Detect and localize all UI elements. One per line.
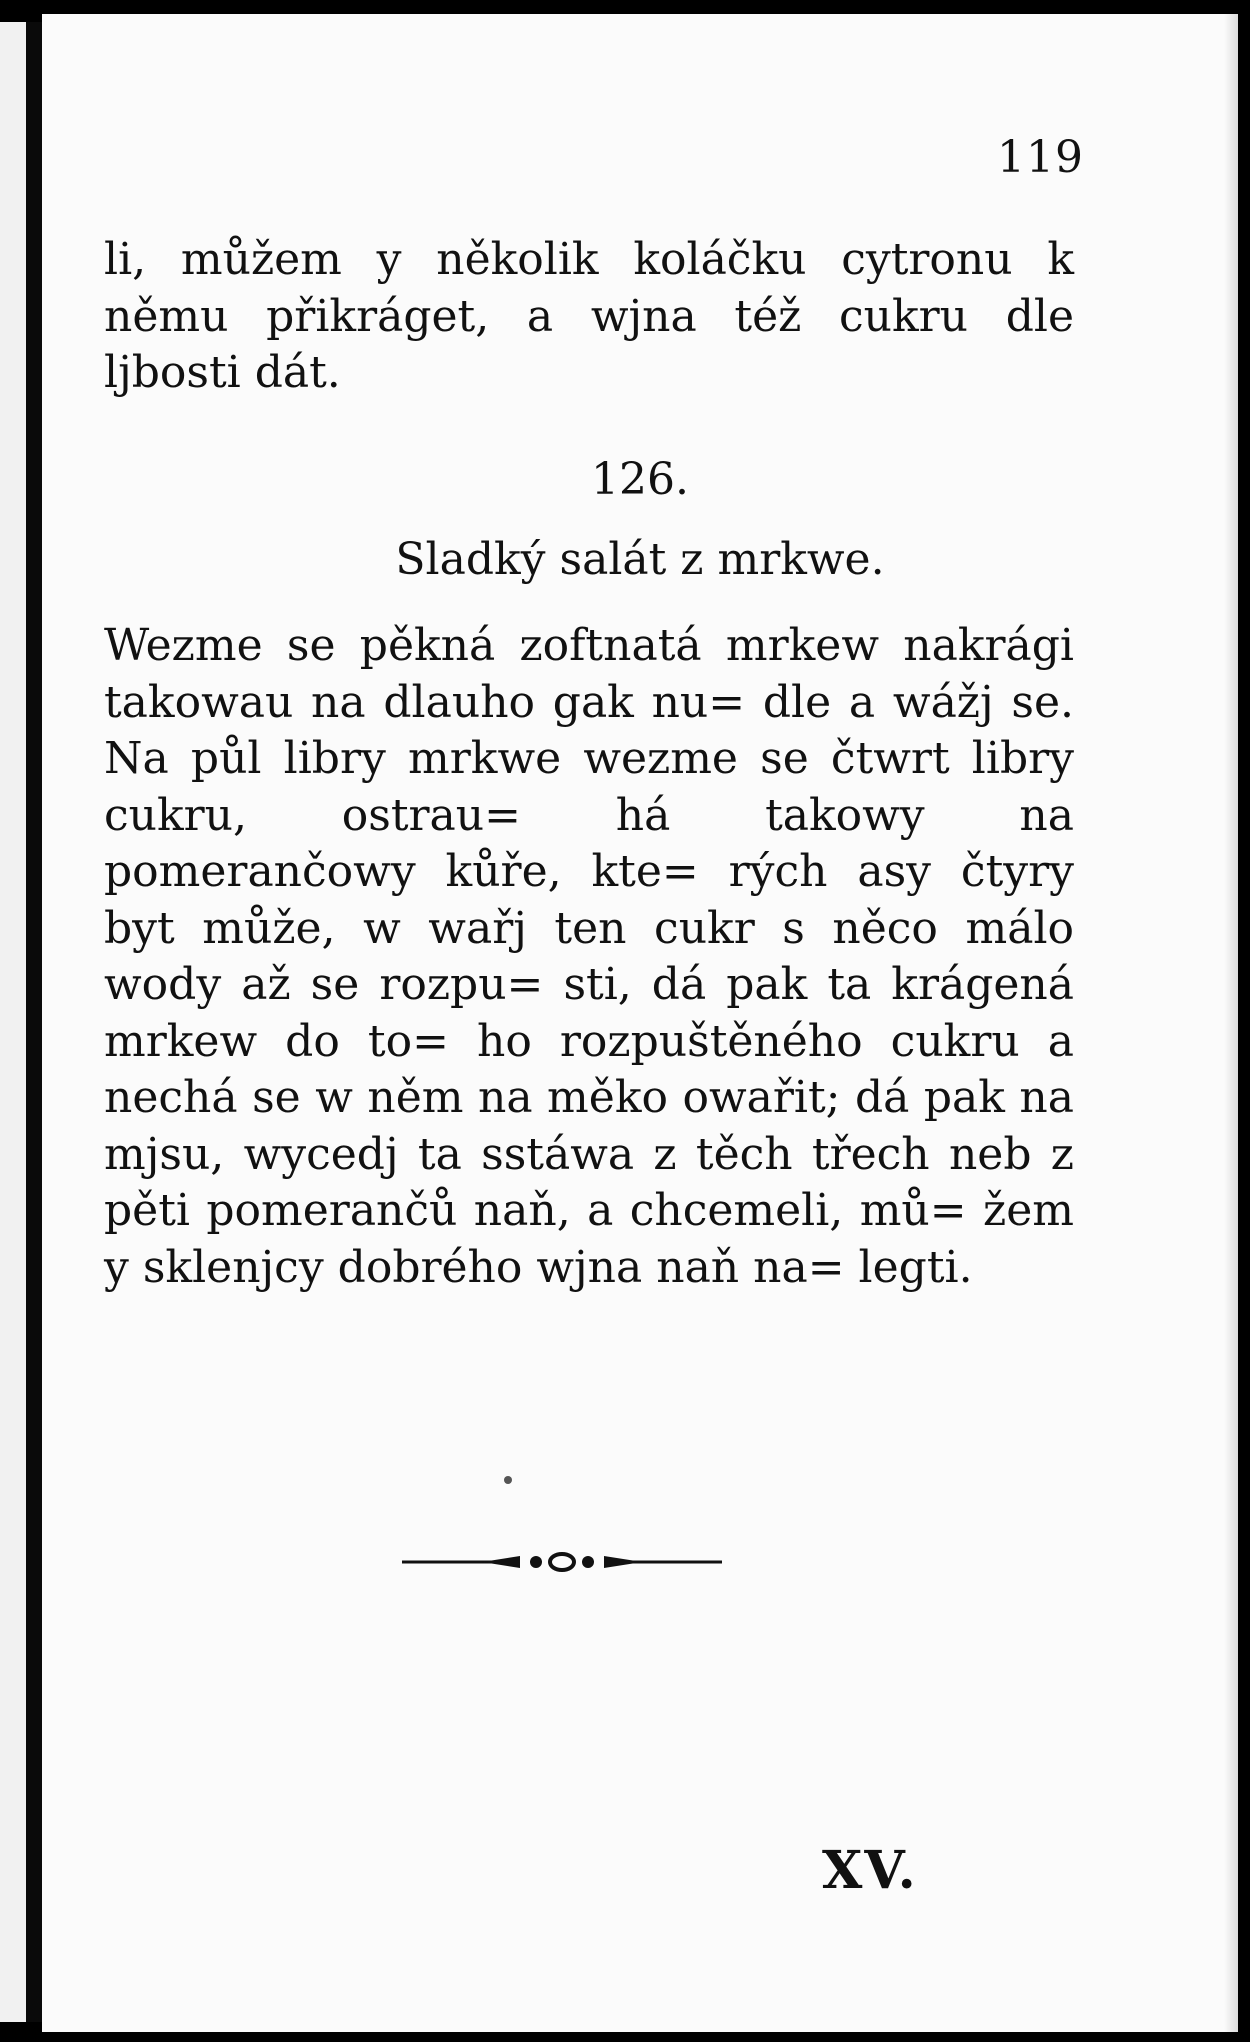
recipe-body: Wezme se pěkná zoftnatá mrkew nakrági takowau na dlauho gak nu= dle a wážj se. Na půl libry mrkwe wezme se čtwrt libry cukru, ostrau= há takowy na pomerančowy kůře, kte= rých asy čtyry byt může, w wařj ten cukr s něco málo wody až se rozpu= sti, dá pak ta krágená mrkew do to= ho rozpuštěného cukru a nechá se w něm na měko owařit; dá pak na mjsu, wycedj ta sstáwa z těch třech neb z pěti pomerančů naň, a chcemeli, mů= žem y sklenjcy dobrého wjna naň na= legti. (104, 620, 1074, 1293)
continued-paragraph: li, můžem y několik koláčku cytronu k němu přikráget, a wjna též cukru dle ljbosti dát. (104, 234, 1074, 398)
catchword: XV. (822, 1840, 918, 1901)
ink-speck (504, 1476, 512, 1484)
previous-page-edge (0, 22, 26, 2022)
book-page (42, 14, 1238, 2032)
ornament-divider-icon (402, 1542, 722, 1582)
recipe-title: Sladký salát z mrkwe. (395, 534, 885, 585)
page-gutter (26, 22, 42, 2022)
page-number: 119 (997, 132, 1084, 183)
recipe-number: 126. (591, 454, 689, 505)
